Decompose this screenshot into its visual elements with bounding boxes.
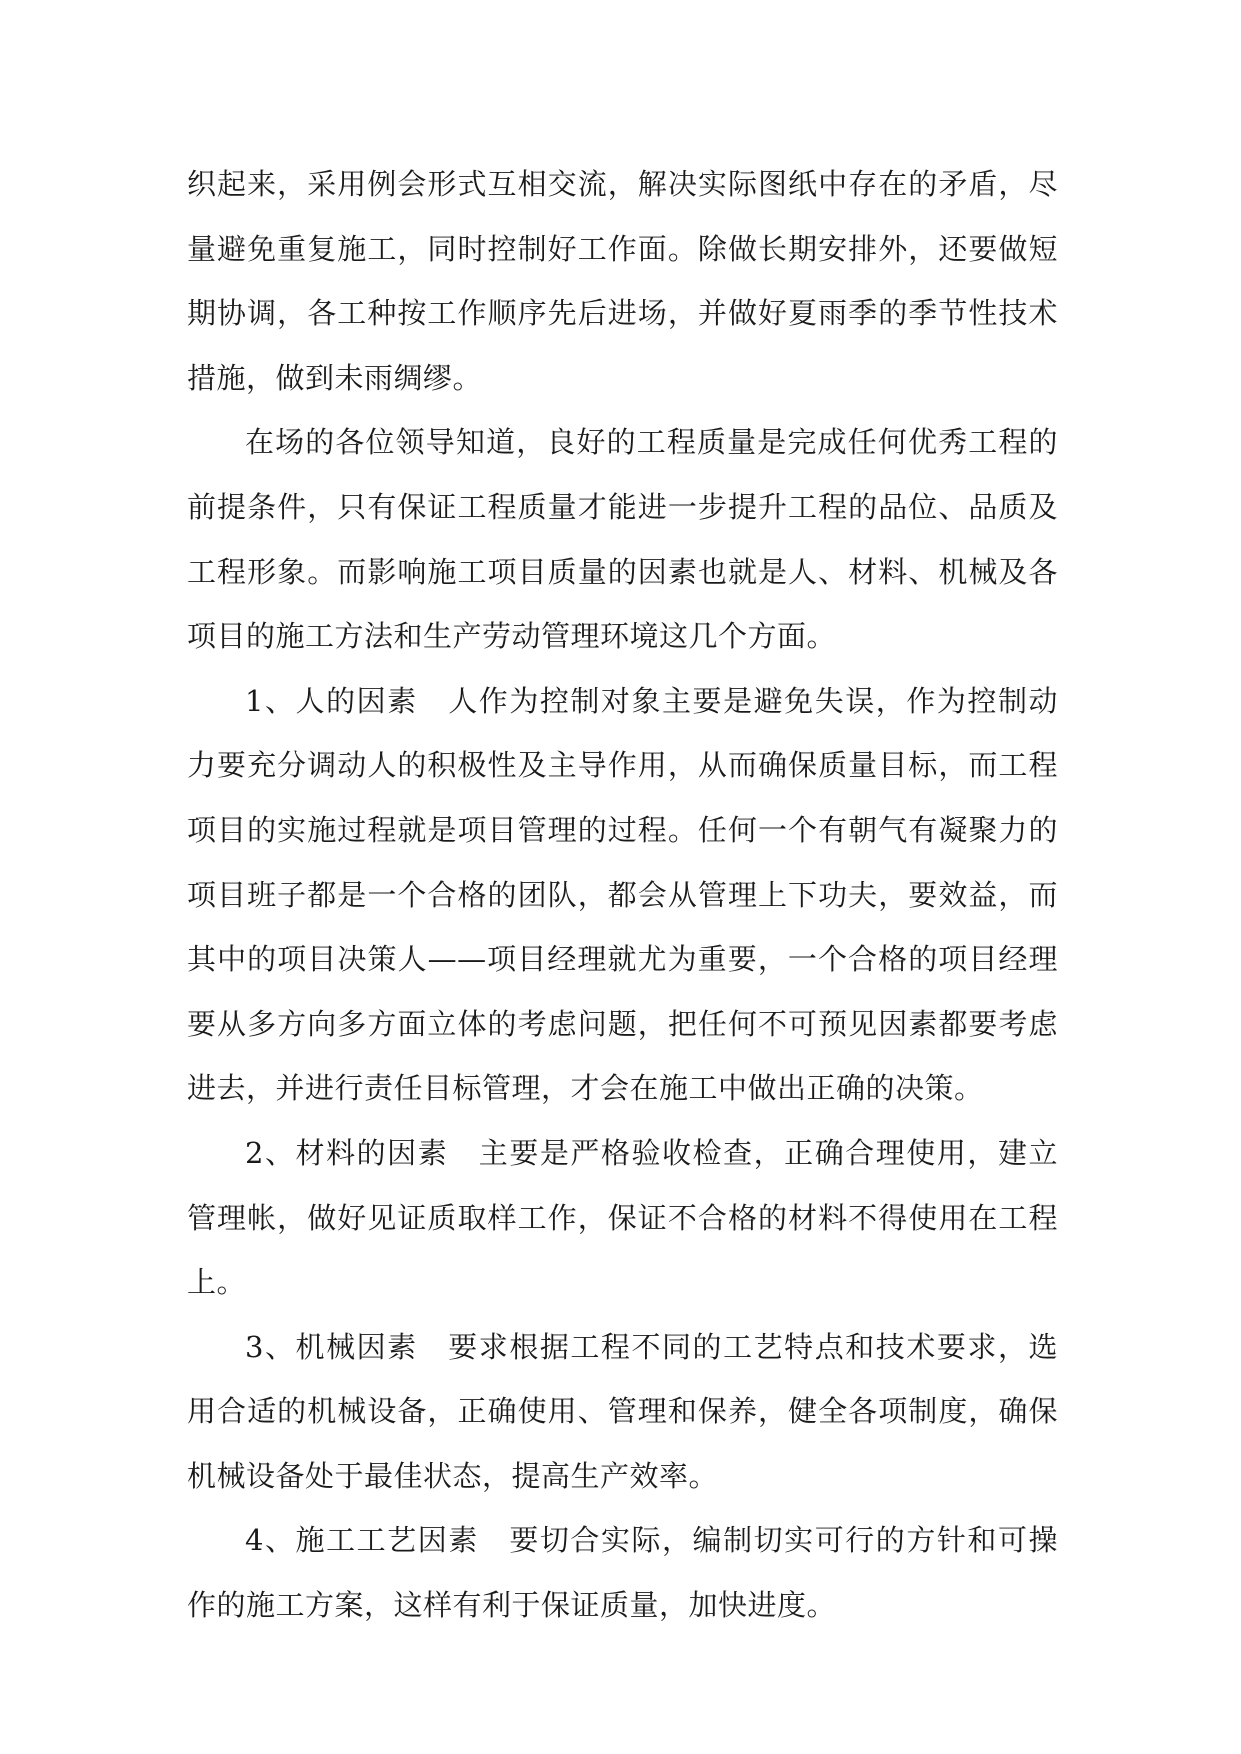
paragraph-quality-intro: 在场的各位领导知道，良好的工程质量是完成任何优秀工程的前提条件，只有保证工程质量才能进一步提升工程的品位、品质及工程形象。而影响施工项目质量的因素也就是人、材料、机械及各项目的施工方法和生产劳动管理环境这几个方面。 bbox=[187, 425, 1058, 654]
paragraph-process-factor: 4、施工工艺因素 要切合实际，编制切实可行的方针和可操作的施工方案，这样有利于保证质量，加快进度。 bbox=[187, 1523, 1058, 1623]
paragraph-continuation: 织起来，采用例会形式互相交流，解决实际图纸中存在的矛盾，尽量避免重复施工，同时控制好工作面。除做长期安排外，还要做短期协调，各工种按工作顺序先后进场，并做好夏雨季的季节性技术措施，做到未雨绸缪。 bbox=[187, 167, 1058, 395]
document-body bbox=[187, 152, 1058, 1638]
paragraph-human-factor: 1、人的因素 人作为控制对象主要是避免失误，作为控制动力要充分调动人的积极性及主导作用，从而确保质量目标，而工程项目的实施过程就是项目管理的过程。任何一个有朝气有凝聚力的项目班子都是一个合格的团队，都会从管理上下功夫，要效益，而其中的项目决策人——项目经理就尤为重要，一个合格的项目经理要从多方向多方面立体的考虑问题，把任何不可预见因素都要考虑进去，并进行责任目标管理，才会在施工中做出正确的决策。 bbox=[187, 683, 1058, 1106]
paragraph-material-factor: 2、材料的因素 主要是严格验收检查，正确合理使用，建立管理帐，做好见证质取样工作，保证不合格的材料不得使用在工程上。 bbox=[187, 1135, 1058, 1300]
paragraph-machinery-factor: 3、机械因素 要求根据工程不同的工艺特点和技术要求，选用合适的机械设备，正确使用、管理和保养，健全各项制度，确保机械设备处于最佳状态，提高生产效率。 bbox=[187, 1329, 1058, 1493]
